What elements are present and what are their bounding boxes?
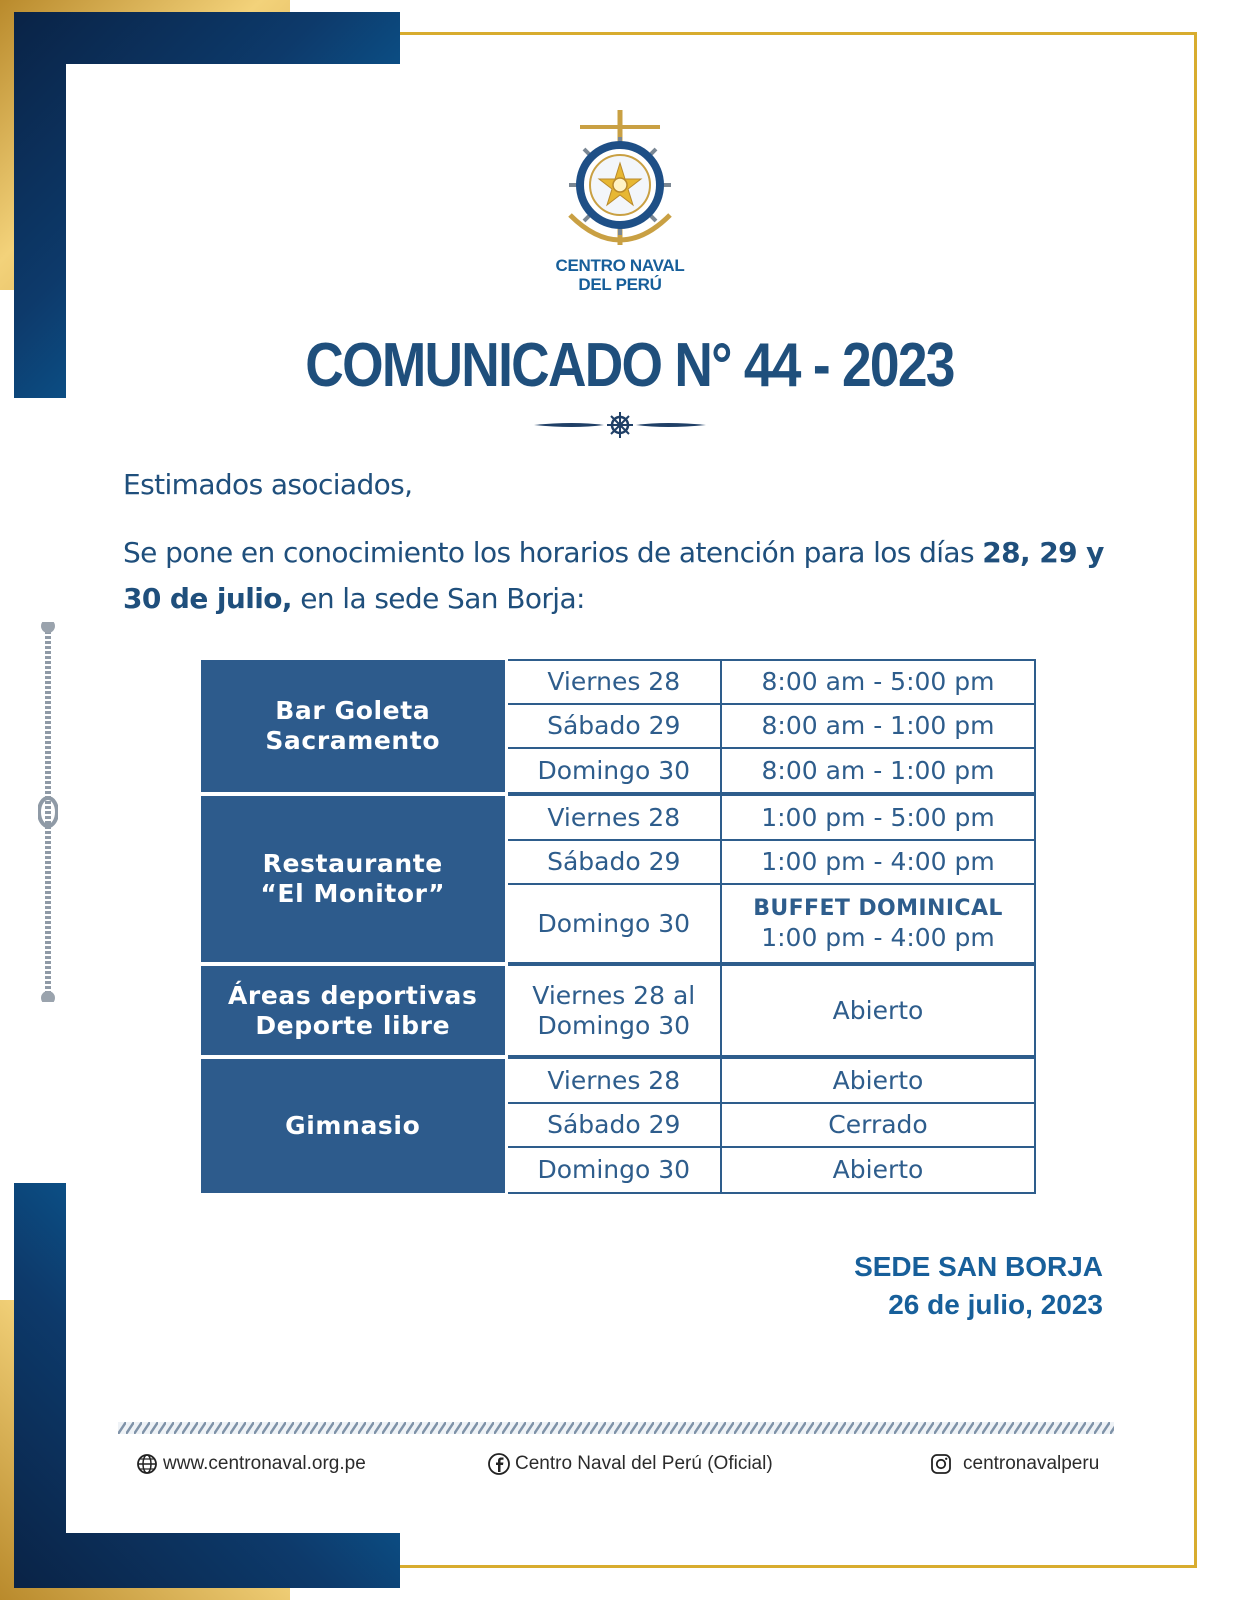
hours-cell: 8:00 am - 5:00 pm xyxy=(721,660,1035,704)
venue-cell-sports xyxy=(201,964,506,1057)
venue-name: Deporte libre xyxy=(255,1010,451,1040)
day-cell: Domingo 30 xyxy=(506,884,721,964)
intro-dates: 28, 29 y 30 de julio, xyxy=(123,536,1104,615)
venue-name: “El Monitor” xyxy=(260,879,446,908)
table-row xyxy=(201,794,1035,840)
footer-instagram-text: centronavalperu xyxy=(963,1453,1100,1474)
day-text: Domingo 30 xyxy=(537,1010,691,1040)
hours-cell xyxy=(721,884,1035,964)
hours-cell: Abierto xyxy=(721,1057,1035,1103)
helm-divider-icon xyxy=(534,412,706,438)
hours-text: 1:00 pm - 4:00 pm xyxy=(761,922,995,952)
signature-place: SEDE SAN BORJA xyxy=(854,1251,1103,1282)
day-cell: Domingo 30 xyxy=(506,748,721,794)
hours-cell: 1:00 pm - 4:00 pm xyxy=(721,840,1035,884)
hours-cell: Cerrado xyxy=(721,1103,1035,1147)
footer-instagram-link[interactable] xyxy=(929,1452,1099,1476)
venue-name: Restaurante xyxy=(262,849,443,878)
intro-paragraph xyxy=(123,530,1123,622)
day-cell: Sábado 29 xyxy=(506,1103,721,1147)
hours-cell: 8:00 am - 1:00 pm xyxy=(721,748,1035,794)
day-cell: Viernes 28 xyxy=(506,1057,721,1103)
day-cell: Sábado 29 xyxy=(506,704,721,748)
hours-cell: Abierto xyxy=(721,964,1035,1057)
day-text: Viernes 28 al xyxy=(532,980,696,1010)
rope-knot-icon xyxy=(38,622,58,1002)
hours-cell: 1:00 pm - 5:00 pm xyxy=(721,794,1035,840)
brand-name xyxy=(520,256,720,294)
signature-date: 26 de julio, 2023 xyxy=(888,1289,1103,1320)
buffet-label: BUFFET DOMINICAL xyxy=(753,895,1003,921)
day-cell: Viernes 28 xyxy=(506,660,721,704)
schedule-table xyxy=(201,659,1036,1194)
day-cell: Viernes 28 xyxy=(506,794,721,840)
footer-facebook-text: Centro Naval del Perú (Oficial) xyxy=(515,1453,773,1474)
hours-cell: Abierto xyxy=(721,1147,1035,1193)
intro-text: Se pone en conocimiento los horarios de atención para los días xyxy=(123,536,983,569)
instagram-icon xyxy=(929,1452,953,1476)
venue-cell-restaurant xyxy=(201,794,506,964)
centro-naval-emblem-icon xyxy=(555,105,685,255)
greeting: Estimados asociados, xyxy=(123,468,413,501)
corner-decoration-bottom-left xyxy=(0,1183,400,1600)
day-cell: Sábado 29 xyxy=(506,840,721,884)
footer-facebook-link[interactable] xyxy=(487,1452,773,1476)
footer-website-link[interactable] xyxy=(135,1452,366,1476)
venue-cell-bar xyxy=(201,660,506,794)
globe-icon xyxy=(135,1452,159,1476)
table-row xyxy=(201,660,1035,704)
intro-location: en la sede San Borja: xyxy=(291,582,585,615)
facebook-icon xyxy=(487,1452,511,1476)
venue-name: Áreas deportivas xyxy=(227,980,478,1010)
page-title: COMUNICADO N° 44 - 2023 xyxy=(305,331,954,400)
brand-line-1: CENTRO NAVAL xyxy=(555,256,685,275)
day-cell xyxy=(506,964,721,1057)
footer-website-text: www.centronaval.org.pe xyxy=(163,1453,366,1474)
venue-name: Bar Goleta xyxy=(275,696,431,725)
brand-line-2: DEL PERÚ xyxy=(578,275,662,294)
signature-block xyxy=(854,1248,1103,1324)
venue-name: Sacramento xyxy=(265,726,441,755)
rope-divider-icon xyxy=(118,1422,1114,1434)
venue-cell-gym: Gimnasio xyxy=(201,1057,506,1193)
hours-cell: 8:00 am - 1:00 pm xyxy=(721,704,1035,748)
table-row xyxy=(201,1057,1035,1103)
table-row xyxy=(201,964,1035,1057)
day-cell: Domingo 30 xyxy=(506,1147,721,1193)
